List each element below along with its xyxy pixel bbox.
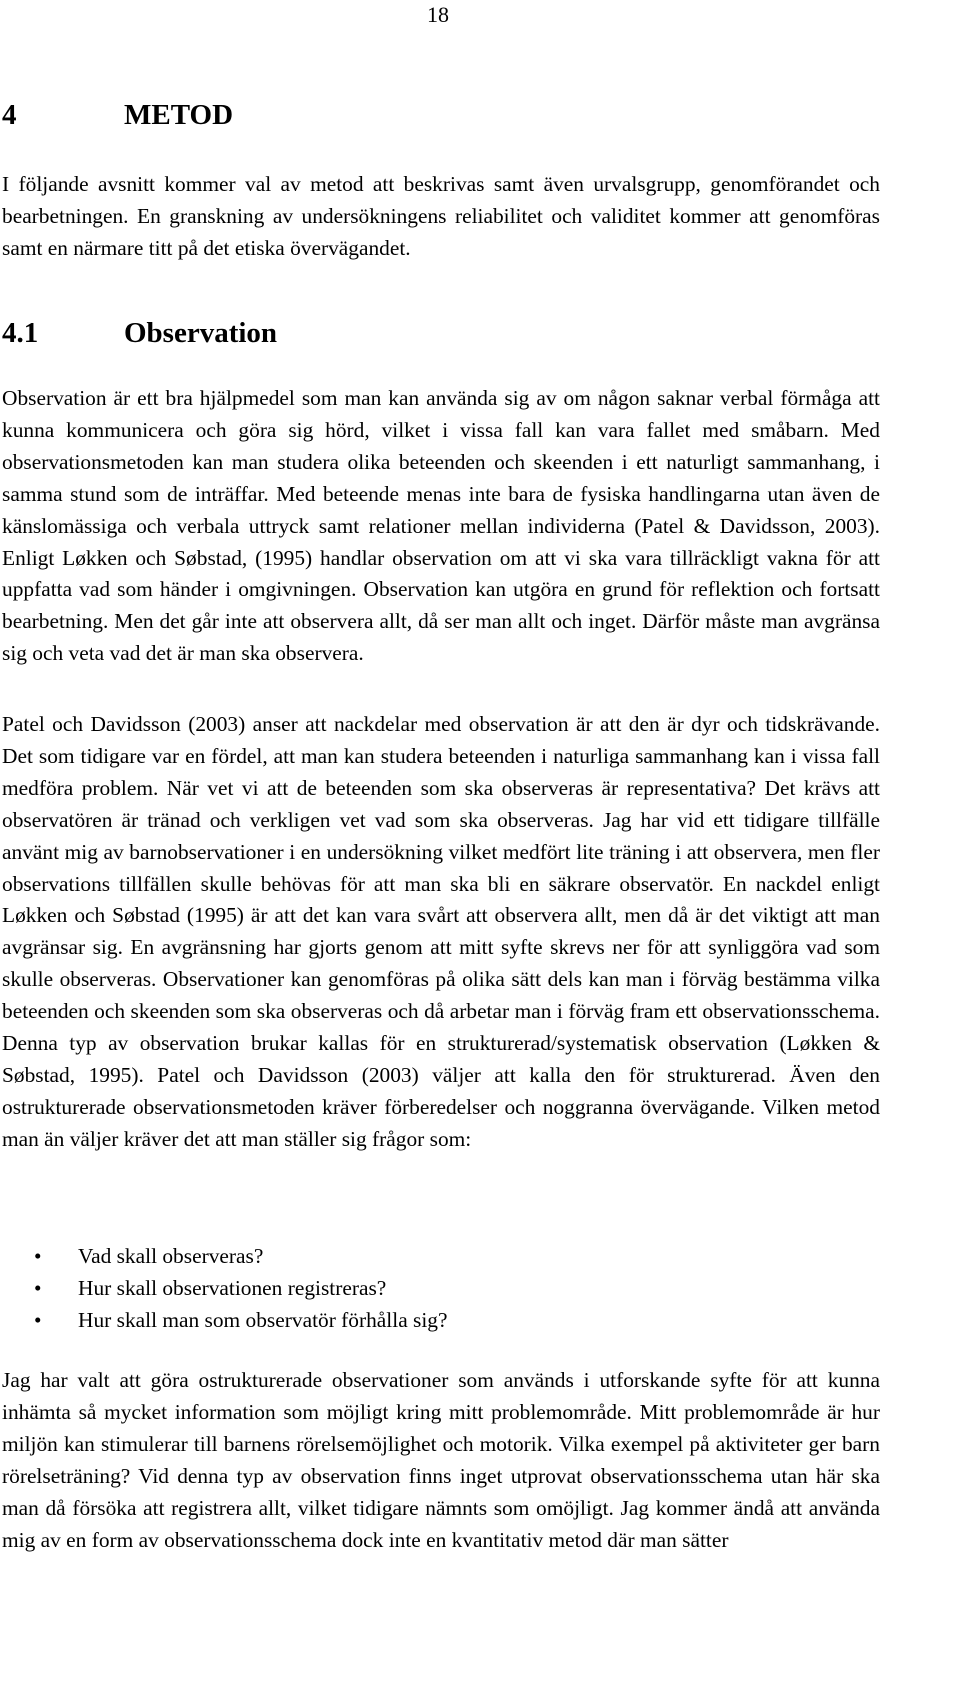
list-item-text: Hur skall man som observatör förhålla sig?: [78, 1307, 448, 1332]
chapter-title: METOD: [124, 99, 234, 131]
page-number: 18: [427, 2, 449, 27]
list-item: [0, 1305, 878, 1337]
chapter-number: 4: [2, 99, 17, 131]
chapter-heading: [2, 97, 233, 133]
body-paragraph: Observation är ett bra hjälpmedel som man kan använda sig av om någon saknar verbal förmåga att kunna kommunicera och göra sig hörd, vilket i vissa fall kan vara fallet med småbarn. Med observationsmetoden kan man studera olika beteenden och skeenden i ett naturligt sammanhang, i samma stund som de inträffar. Med beteende menas inte bara de fysiska handlingarna utan även de känslomässiga och verbala uttryck samt relationer mellan individerna (Patel & Davidsson, 2003). Enligt Løkken och Søbstad, (1995) handlar observation om att vi ska vara tillräckligt vakna för att uppfatta vad som händer i omgivningen. Observation kan utgöra en grund för reflektion och fortsatt bearbetning. Men det går inte att observera allt, då ser man allt och inget. Därför måste man avgränsa sig och veta vad det är man ska observera.: [2, 386, 880, 666]
question-list: [0, 1241, 878, 1337]
list-item: [0, 1273, 878, 1305]
list-item-text: Hur skall observationen registreras?: [78, 1275, 387, 1300]
intro-paragraph: I följande avsnitt kommer val av metod att beskrivas samt även urvalsgrupp, genomförandet och bearbetningen. En granskning av undersökningens reliabilitet och validitet kommer att genomföras samt en närmare titt på det etiska övervägandet.: [2, 172, 880, 260]
body-paragraph: Patel och Davidsson (2003) anser att nackdelar med observation är att den är dyr och tidskrävande. Det som tidigare var en fördel, att man kan studera beteenden i naturliga sammanhang kan i vissa fall medföra problem. När vet vi att de beteenden som ska observeras är representativa? Det krävs att observatören är tränad och verkligen vet vad som ska observeras. Jag har vid ett tidigare tillfälle använt mig av barnobservationer i en undersökning vilket medfört lite träning i att observera, men fler observations tillfällen skulle behövas för att man ska bli en säkrare observatör. En nackdel enligt Løkken och Søbstad (1995) är att det kan vara svårt att observera allt, men då är det viktigt att man avgränsar sig. En avgränsning har gjorts genom att mitt syfte skrevs ner för att synliggöra vad som skulle observeras. Observationer kan genomföras på olika sätt dels kan man i förväg bestämma vilka beteenden och skeenden som ska observeras och då arbetar man i förväg fram ett observationsschema. Denna typ av observation brukar kallas för en strukturerad/systematisk observation (Løkken & Søbstad, 1995). Patel och Davidsson (2003) väljer att kalla den för strukturerad. Även den ostrukturerade observationsmetoden kräver förberedelser och noggranna övervägande. Vilken metod man än väljer kräver det att man ställer sig frågor som:: [2, 712, 880, 1151]
bullet-icon: •: [34, 1244, 42, 1268]
section-number: 4.1: [2, 317, 39, 349]
bullet-icon: •: [34, 1275, 42, 1300]
section-title: Observation: [124, 317, 278, 349]
list-item: [0, 1241, 878, 1273]
bullet-icon: •: [34, 1307, 42, 1332]
body-paragraph: Jag har valt att göra ostrukturerade observationer som används i utforskande syfte för att kunna inhämta så mycket information som möjligt kring mitt problemområde. Mitt problemområde är hur miljön kan stimulerar till barnens rörelsemöjlighet och motorik. Vilka exempel på aktiviteter ger barn rörelseträning? Vid denna typ av observation finns inget utprovat observationsschema utan här ska man då försöka att registrera allt, vilket tidigare nämnts som omöjligt. Jag kommer ändå att använda mig av en form av observationsschema dock inte en kvantitativ metod där man sätter: [2, 1368, 880, 1552]
section-heading: [2, 315, 277, 351]
list-item-text: Vad skall observeras?: [78, 1244, 264, 1268]
